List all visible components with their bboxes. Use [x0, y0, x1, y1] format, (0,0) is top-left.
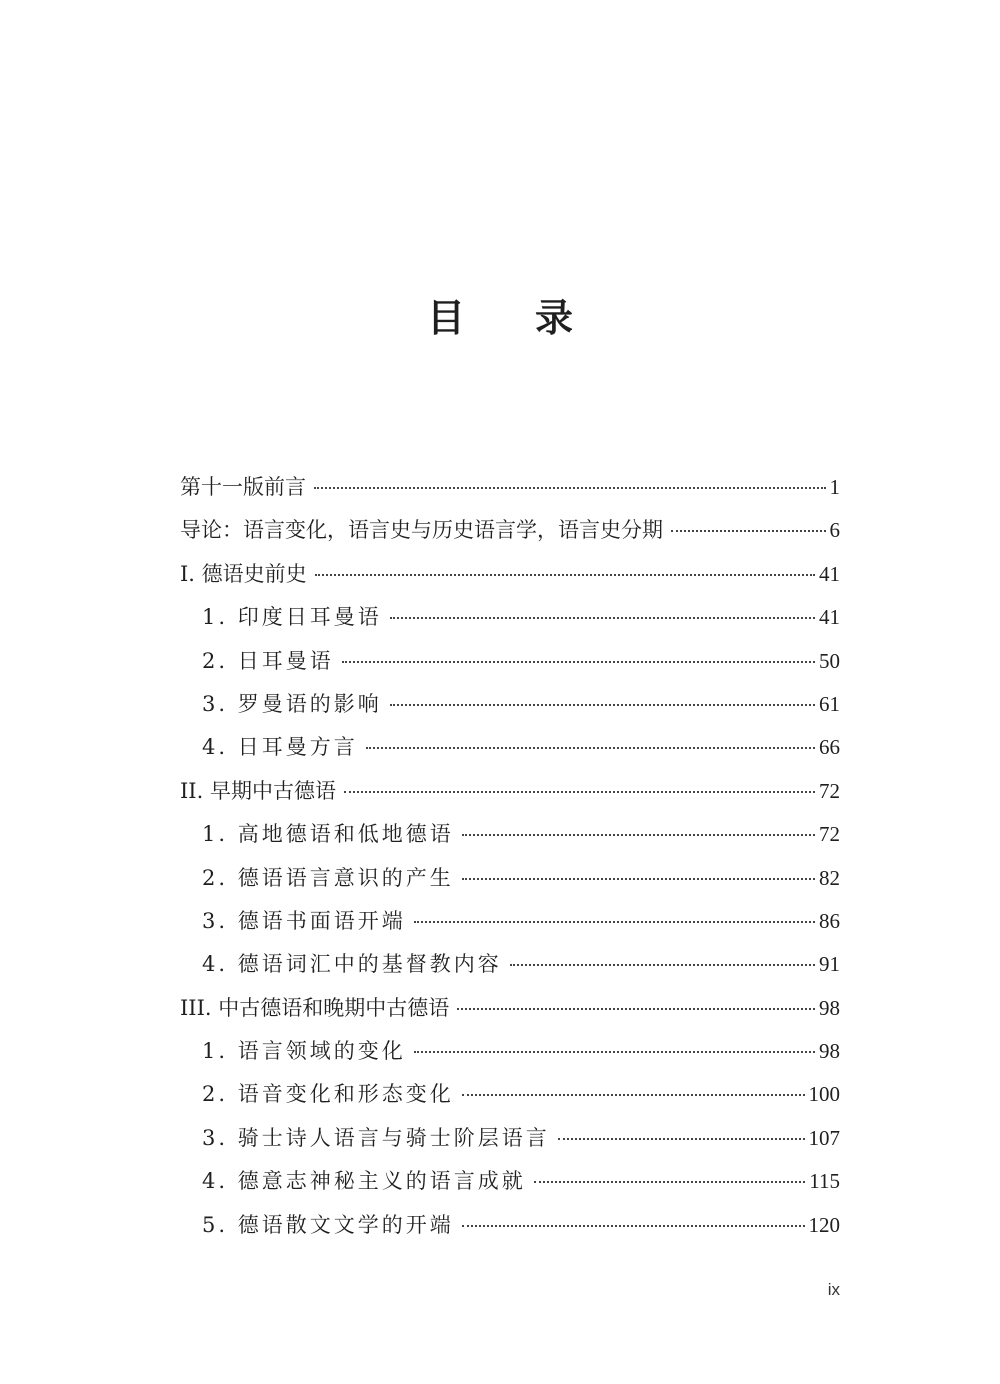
dot-leader	[366, 747, 815, 749]
dot-leader	[462, 878, 815, 880]
page-title: 目录	[426, 296, 643, 340]
toc-entry-label: 3. 骑士诗人语言与骑士阶层语言	[202, 1125, 550, 1150]
toc-entry-label: 4. 德语词汇中的基督教内容	[202, 952, 502, 977]
toc-entry-label: 2. 德语语言意识的产生	[202, 865, 454, 890]
dot-leader	[390, 704, 815, 706]
dot-leader	[390, 617, 815, 619]
toc-entry-page-number: 107	[808, 1125, 840, 1150]
page-folio: ix	[827, 1280, 840, 1299]
toc-section-entry[interactable]	[180, 1117, 840, 1160]
toc-entry-label: 2. 日耳曼语	[202, 648, 334, 673]
dot-leader	[558, 1138, 805, 1140]
toc-entry-label: 1. 语言领域的变化	[202, 1039, 406, 1064]
toc-entry-page-number: 41	[819, 561, 840, 586]
dot-leader	[462, 1094, 805, 1096]
dot-leader	[510, 964, 815, 966]
dot-leader	[457, 1008, 815, 1010]
toc-section-entry[interactable]	[180, 683, 840, 726]
toc-entry-label: 3. 德语书面语开端	[202, 908, 406, 933]
toc-chapter-entry[interactable]	[180, 466, 840, 509]
toc-entry-page-number: 66	[819, 735, 840, 760]
dot-leader	[671, 530, 826, 532]
toc-entry-label: 第十一版前言	[180, 475, 306, 499]
toc-entry-page-number: 41	[819, 605, 840, 630]
toc-entry-label: 1. 印度日耳曼语	[202, 605, 382, 630]
toc-entry-page-number: 86	[819, 908, 840, 933]
toc-chapter-entry[interactable]	[180, 987, 840, 1030]
toc-section-entry[interactable]	[180, 1160, 840, 1203]
toc-chapter-entry[interactable]	[180, 770, 840, 813]
dot-leader	[344, 791, 815, 793]
toc-entry-page-number: 50	[819, 648, 840, 673]
toc-entry-label: 导论：语言变化，语言史与历史语言学，语言史分期	[180, 518, 663, 543]
toc-section-entry[interactable]	[180, 1030, 840, 1073]
toc-entry-label: 1. 高地德语和低地德语	[202, 822, 454, 847]
toc-entry-page-number: 72	[819, 822, 840, 847]
dot-leader	[342, 661, 815, 663]
dot-leader	[414, 1051, 815, 1053]
toc-section-entry[interactable]	[180, 726, 840, 769]
toc-entry-page-number: 91	[819, 952, 840, 977]
toc-entry-label: I. 德语史前史	[180, 561, 307, 586]
toc-entry-page-number: 120	[808, 1212, 840, 1237]
toc-entry-label: 4. 德意志神秘主义的语言成就	[202, 1169, 526, 1194]
toc-entry-page-number: 72	[819, 778, 840, 803]
toc-entry-label: 2. 语音变化和形态变化	[202, 1082, 454, 1107]
toc-entry-label: 5. 德语散文文学的开端	[202, 1212, 454, 1237]
toc-section-entry[interactable]	[180, 1073, 840, 1116]
dot-leader	[315, 574, 815, 576]
toc-entry-page-number: 1	[829, 475, 840, 499]
toc-entry-label: 3. 罗曼语的影响	[202, 691, 382, 716]
toc-section-entry[interactable]	[180, 900, 840, 943]
toc-entry-page-number: 61	[819, 691, 840, 716]
toc-entry-page-number: 100	[808, 1082, 840, 1107]
toc-entry-label: 4. 日耳曼方言	[202, 735, 358, 760]
table-of-contents	[180, 466, 840, 1247]
toc-section-entry[interactable]	[180, 943, 840, 986]
toc-entry-page-number: 82	[819, 865, 840, 890]
dot-leader	[534, 1181, 806, 1183]
toc-section-entry[interactable]	[180, 596, 840, 639]
toc-entry-page-number: 98	[819, 1039, 840, 1064]
toc-chapter-entry[interactable]	[180, 553, 840, 596]
toc-section-entry[interactable]	[180, 1204, 840, 1247]
toc-chapter-entry[interactable]	[180, 509, 840, 552]
toc-entry-label: II. 早期中古德语	[180, 778, 336, 803]
toc-entry-label: III. 中古德语和晚期中古德语	[180, 995, 450, 1020]
dot-leader	[314, 487, 826, 489]
toc-section-entry[interactable]	[180, 640, 840, 683]
toc-section-entry[interactable]	[180, 857, 840, 900]
toc-entry-page-number: 115	[809, 1169, 840, 1194]
toc-section-entry[interactable]	[180, 813, 840, 856]
dot-leader	[462, 834, 815, 836]
toc-entry-page-number: 98	[819, 995, 840, 1020]
dot-leader	[462, 1225, 805, 1227]
dot-leader	[414, 921, 815, 923]
toc-entry-page-number: 6	[829, 518, 840, 543]
